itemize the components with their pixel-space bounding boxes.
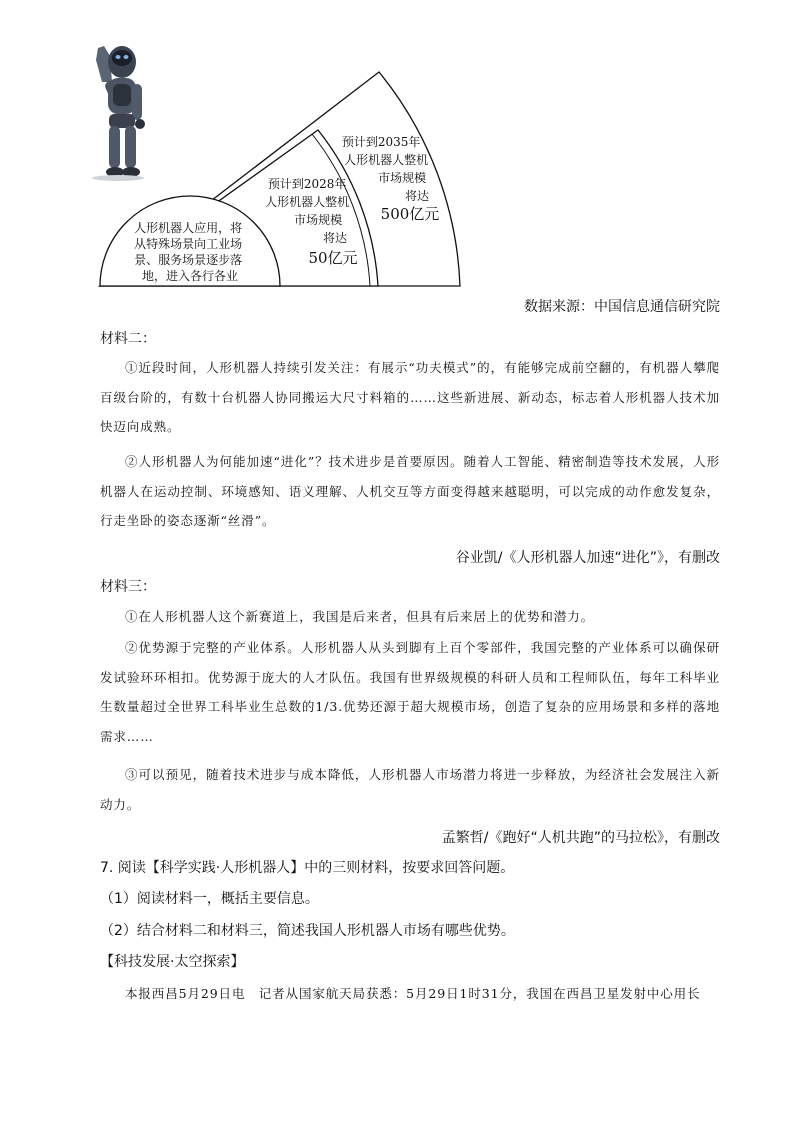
next-section-heading: 【科技发展·太空探索】 [100,954,245,970]
box3-line-2: 人形机器人整机 [344,153,429,167]
box2-line-4: 将达 [322,231,348,245]
box2-line-2: 人形机器人整机 [265,195,350,209]
question-stem: 7. 阅读【科学实践·人形机器人】中的三则材料，按要求回答问题。 [100,860,515,876]
box2-line-1: 预计到2028年 [267,177,347,191]
box2-value: 50亿元 [308,249,358,267]
market-size-figure [0,0,794,300]
material2-paragraph-1: ①近段时间，人形机器人持续引发关注：有展示“功夫模式”的，有能够完成前空翻的，有机器人攀爬百级台阶的，有数十台机器人协同搬运大尺寸料箱的……这些新进展、新动态，标志着人形机器人技术加快迈向成熟。 [100,360,720,434]
material3-heading: 材料三： [100,579,156,595]
robot-icon [92,46,145,181]
material3-paragraph-1: ①在人形机器人这个新赛道上，我国是后来者，但具有后来居上的优势和潜力。 [125,609,595,624]
data-source: 数据来源：中国信息通信研究院 [524,299,720,315]
question-sub-2: （2）结合材料二和材料三，简述我国人形机器人市场有哪些优势。 [100,923,515,939]
question-sub-1: （1）阅读材料一，概括主要信息。 [100,891,319,907]
material2-paragraph-2: ②人形机器人为何能加速“进化”？技术进步是首要原因。随着人工智能、精密制造等技术发展，人形机器人在运动控制、环境感知、语义理解、人机交互等方面变得越来越聪明，可以完成的动作愈发复杂，行走坐卧的姿态逐渐“丝滑”。 [100,454,720,528]
material3-paragraph-3: ③可以预见，随着技术进步与成本降低，人形机器人市场潜力将进一步释放，为经济社会发展注入新动力。 [100,767,720,812]
box2-line-3: 市场规模 [294,213,343,227]
next-section-paragraph: 本报西昌5月29日电 记者从国家航天局获悉：5月29日1时31分，我国在西昌卫星发射中心用长 [125,986,701,1001]
box1-line-4: 地，进入各行各业 [141,269,239,283]
box3-value: 500亿元 [380,205,440,223]
box3-line-3: 市场规模 [378,171,427,185]
box3-line-1: 预计到2035年 [341,135,421,149]
box1-line-2: 从特殊场景向工业场 [134,237,243,251]
box1-line-3: 景、服务场景逐步落 [134,253,243,267]
material3-citation: 孟繁哲/《跑好“人机共跑”的马拉松》，有删改 [441,830,720,846]
material2-heading: 材料二： [100,331,156,347]
material3-paragraph-2: ②优势源于完整的产业体系。人形机器人从头到脚有上百个零部件，我国完整的产业体系可以确保研发试验环环相扣。优势源于庞大的人才队伍。我国有世界级规模的科研人员和工程师队伍，每年工科毕业生数量超过全世界工科毕业生总数的1/3.优势还源于超大规模市场，创造了复杂的应用场景和多样的落地需求…… [100,640,720,744]
box1-line-1: 人形机器人应用，将 [134,221,243,235]
box3-line-4: 将达 [404,189,430,203]
material2-citation: 谷业凯/《人形机器人加速“进化”》，有删改 [455,550,720,566]
